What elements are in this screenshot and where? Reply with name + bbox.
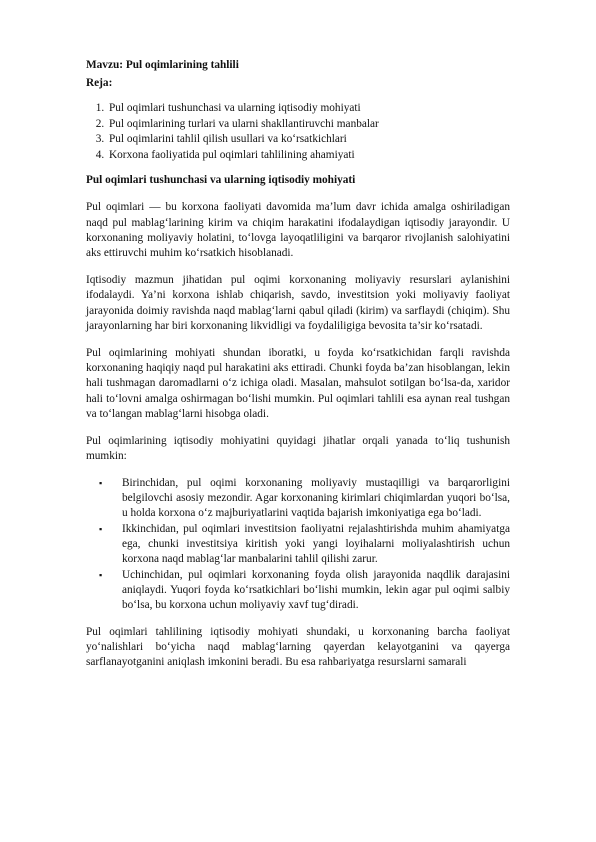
aspect-text: Uchinchidan, pul oqimlari korxonaning foyda olish jarayonida naqdlik darajasini aniqlaydi. Yuqori foyda ko‘rsatkichlari bo‘lishi mumkin, lekin agar pul oqimi salbiy bo‘lsa, bu korxona uchun moliyaviy xavf tug‘diradi. <box>122 568 510 612</box>
square-bullet-icon: ▪ <box>99 523 103 534</box>
plan-item: 3. Pul oqimlarini tahlil qilish usullari va ko‘rsatkichlari <box>107 132 510 148</box>
document-page <box>86 58 510 682</box>
aspect-text: Birinchidan, pul oqimi korxonaning moliyaviy mustaqilligi va barqarorligini belgilovchi asosiy mezondir. Agar korxonaning kirimlari chiqimlardan yuqori bo‘lsa, u holda korxona o‘z majburiyatlarini vaqtida bajarish imkoniyatiga ega bo‘ladi. <box>122 476 510 520</box>
body-paragraph: Iqtisodiy mazmun jihatidan pul oqimi korxonaning moliyaviy resurslari aylanishini ifodalaydi. Ya’ni korxona ishlab chiqarish, savdo, investitsion yoki moliyaviy faoliyat jarayonida doimiy ravishda naqd mablag‘larni qabul qiladi (kirim) va sarflaydi (chiqim). Shu jarayonlarning har biri korxonaning likvidligi va foydaliligiga bevosita ta’sir ko‘rsatadi. <box>86 274 510 332</box>
plan-item: 4. Korxona faoliyatida pul oqimlari tahlilining ahamiyati <box>107 148 510 164</box>
square-bullet-icon: ▪ <box>99 569 103 580</box>
aspect-item <box>86 522 510 568</box>
body-paragraph: Pul oqimlari — bu korxona faoliyati davomida ma’lum davr ichida amalga oshiriladigan naqd pul mablag‘larining kirim va chiqim harakatini ifodalaydigan iqtisodiy jarayondir. U korxonaning moliyaviy holatini, to‘lovga layoqatliligini va barqaror rivojlanish salohiyatini aks ettiruvchi muhim ko‘rsatkich hisoblanadi. <box>86 201 510 260</box>
plan-label: Reja: <box>86 77 113 89</box>
aspect-item <box>86 476 510 522</box>
aspect-item <box>86 568 510 614</box>
body-paragraph: Pul oqimlarining mohiyati shundan iboratki, u foyda ko‘rsatkichidan farqli ravishda korxonaning haqiqiy naqd pul harakatini aks ettiradi. Chunki foyda ba’zan hisoblangan, lekin hali tushmagan daromadlarni o‘z ichiga oladi. Masalan, mahsulot sotilgan bo‘lsa-da, xaridor hali to‘lovni amalga oshirmagan bo‘lishi mumkin. Pul oqimlari tahlili esa aynan real tushgan va to‘langan mablag‘larni hisobga oladi. <box>86 346 510 420</box>
plan-item: 1. Pul oqimlari tushunchasi va ularning iqtisodiy mohiyati <box>107 101 510 117</box>
plan-item: 2. Pul oqimlarining turlari va ularni shakllantiruvchi manbalar <box>107 117 510 133</box>
body-paragraph: Pul oqimlarining iqtisodiy mohiyatini quyidagi jihatlar orqali yanada to‘liq tushunish mumkin: <box>86 434 510 463</box>
plan-list <box>86 101 510 163</box>
aspects-list <box>86 476 510 614</box>
section-heading: Pul oqimlari tushunchasi va ularning iqtisodiy mohiyati <box>86 174 356 187</box>
aspect-text: Ikkinchidan, pul oqimlari investitsion faoliyatni rejalashtirishda muhim ahamiyatga ega, chunki investitsiya kiritish yoki yangi loyihalarni moliyalashtirish uchun korxona naqd mablag‘lar manbalarini tahlil qilishi zarur. <box>122 522 510 566</box>
square-bullet-icon: ▪ <box>99 477 103 488</box>
document-topic: Mavzu: Pul oqimlarining tahlili <box>86 59 239 71</box>
closing-paragraph: Pul oqimlari tahlilining iqtisodiy mohiyati shundaki, u korxonaning barcha faoliyat yo‘nalishlari bo‘yicha naqd mablag‘larning qayerdan kelayotganini va qayerga sarflanayotganini aniqlash imkonini beradi. Bu esa rahbariyatga resurslarni samarali <box>86 625 510 669</box>
